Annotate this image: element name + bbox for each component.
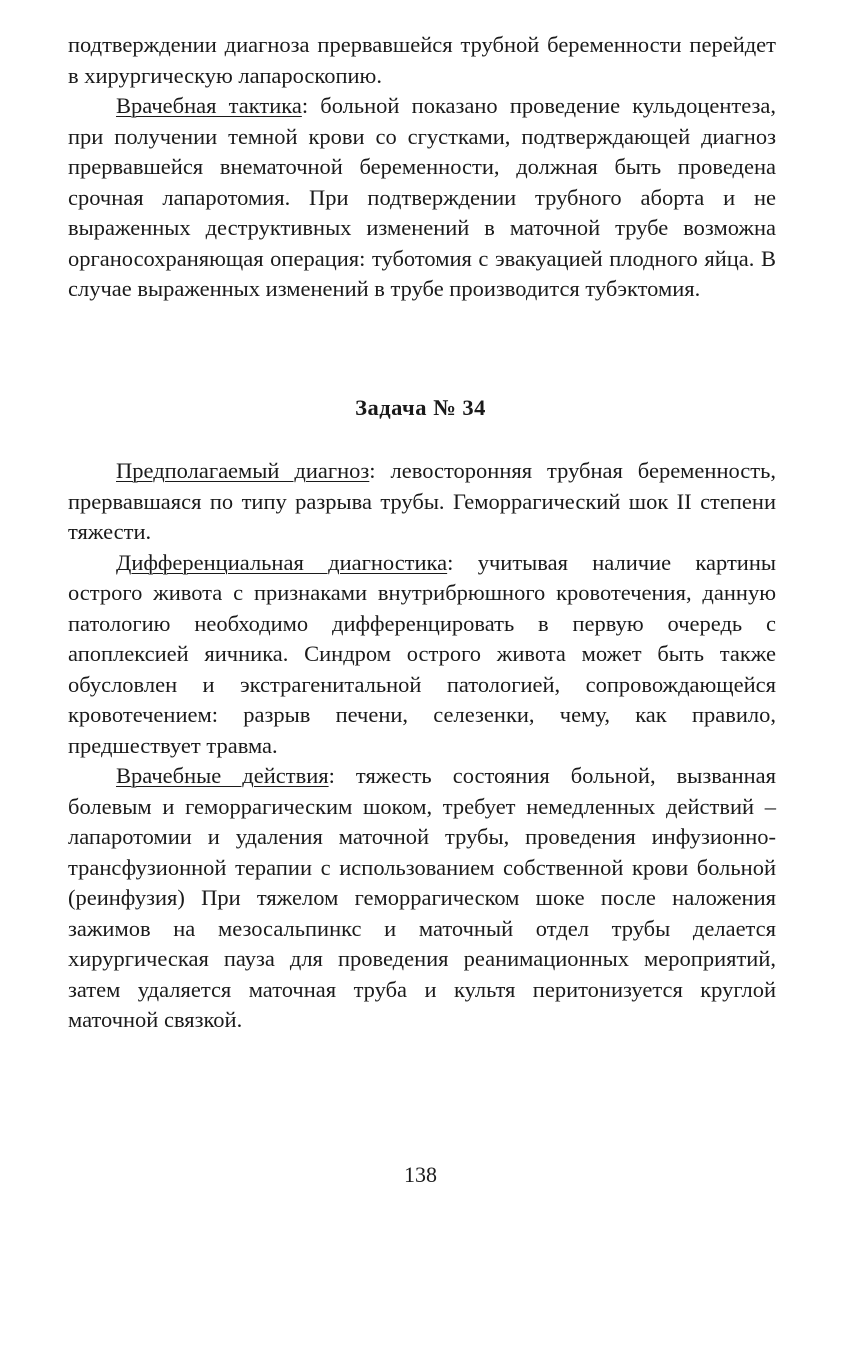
task-heading: Задача № 34: [355, 395, 486, 420]
page-number: 138: [404, 1162, 437, 1187]
differential-text: : учитывая наличие картины острого живота с признаками внутрибрюшного кровотечения, данную патологию необходимо дифференцировать в первую очередь с апоплексией яичника. Синдром острого живота может быть также обусловлен и экстрагенитальной патологией, сопровождающейся кровотечением: разрыв печени, селезенки, чему, как правило, предшествует травма.: [68, 549, 776, 758]
diagnosis-label: Предполагаемый диагноз: [116, 458, 370, 483]
top-text-block: [68, 30, 776, 305]
diagnosis-paragraph: [68, 456, 776, 548]
differential-paragraph: [68, 548, 776, 762]
continuation-paragraph: подтверждении диагноза прервавшейся трубной беременности перейдет в хирургическую лапароскопию.: [68, 32, 776, 88]
diagnosis-text: : левосторонняя трубная беременность, прервавшаяся по типу разрыва трубы. Геморрагический шок II степени тяжести.: [68, 458, 777, 544]
tactics-text: : больной показано проведение кульдоцентеза, при получении темной крови со сгустками, подтверждающей диагноз прервавшейся внематочной беременности, должная быть проведена срочная лапаротомия. При подтверждении трубного аборта и не выраженных деструктивных изменений в маточной трубе возможна органосохраняющая операция: туботомия с эвакуацией плодного яйца. В случае выраженных изменений в трубе производится тубэктомия.: [68, 93, 776, 301]
tactics-label: Врачебная тактика: [116, 93, 302, 118]
actions-paragraph: [68, 761, 776, 1036]
tactics-paragraph: [68, 91, 776, 305]
differential-label: Дифференциальная диагностика: [116, 549, 448, 575]
task-text-block: [68, 456, 776, 1036]
actions-label: Врачебные действия: [116, 763, 329, 788]
actions-text: : тяжесть состояния больной, вызванная болевым и геморрагическим шоком, требует немедленных действий – лапаротомии и удаления маточной трубы, проведения инфузионно-трансфузионной терапии с использованием собственной крови больной (реинфузия) При тяжелом геморрагическом шоке после наложения зажимов на мезосальпинкс и маточный отдел трубы делается хирургическая пауза для проведения реанимационных мероприятий, затем удаляется маточная труба и культя перитонизуется круглой маточной связкой.: [68, 763, 776, 1032]
